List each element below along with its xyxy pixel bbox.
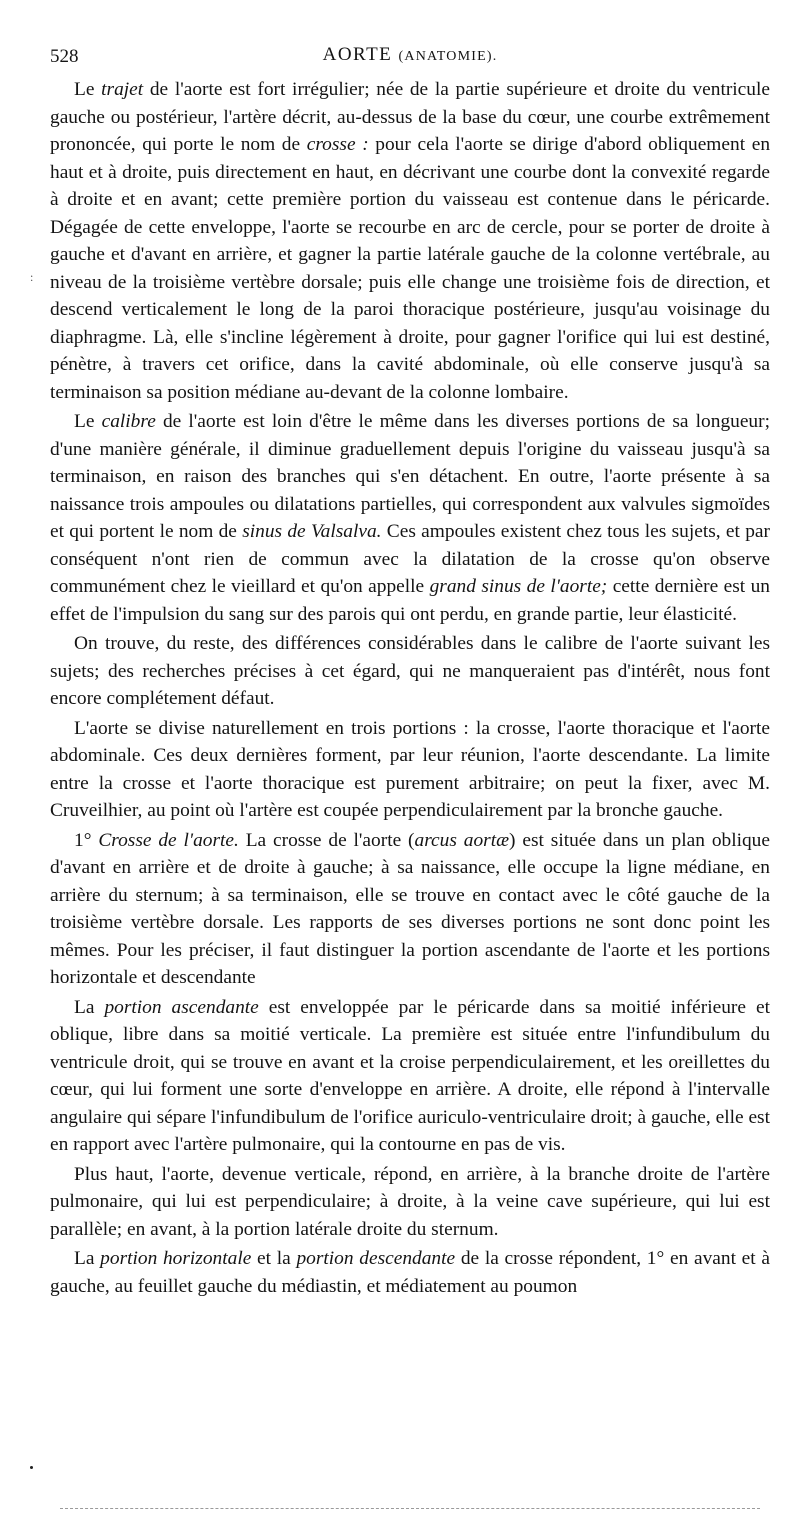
italic-run: Crosse de l'aorte. [98,829,239,851]
running-head-title: AORTE [322,44,393,65]
text-run: de l'aorte est loin d'être le même dans les diverses portions de sa longueur; d'une manière générale, il diminue graduellement depuis l'origine du vaisseau jusqu'à sa terminaison, en raison des branches qui s'en détachent. En outre, l'aorte présente à sa naissance trois ampoules ou dilatations partielles, qui correspondent aux valvules sigmoïdes et qui portent le nom de [50,411,770,542]
paragraph [50,1161,770,1244]
text-run: La [74,996,105,1018]
page-number: 528 [50,46,79,67]
text-run: On trouve, du reste, des différences considérables dans le calibre de l'aorte suivant les sujets; des recherches précises à cet égard, qui ne manqueraient pas d'intérêt, nous font encore complétement défaut. [50,633,770,709]
text-run: cette dernière est un effet de l'impulsion du sang sur des parois qui ont perdu, en grande partie, leur élasticité. [50,576,771,625]
bottom-print-rule [60,1508,760,1509]
paragraph [50,630,770,713]
text-run: Le [74,411,102,432]
paragraph [50,76,770,406]
text-run: Le [74,79,102,100]
italic-run: crosse : [306,134,369,155]
italic-run: portion ascendante [104,996,259,1018]
paragraph [50,408,770,628]
paragraph [50,715,770,825]
text-run: et la [251,1248,297,1269]
italic-run: portion descendante [296,1248,456,1269]
text-run: ) est située dans un plan oblique d'avant en arrière et de droite à gauche; à sa naissance, elle occupe la ligne médiane, en arrière du sternum; à sa terminaison, elle se trouve en contact avec le côté gauche de la troisième vertèbre dorsale. Les rapports de ses diverses portions ne sont donc point les mêmes. Pour les préciser, il faut distinguer la portion ascendante de l'aorte et les portions horizontale et descendante [50,829,770,988]
text-run: est enveloppée par le péricarde dans sa moitié inférieure et oblique, libre dans sa moitié verticale. La première est située entre l'infundibulum du ventricule droit, qui se trouve en avant et la croise perpendiculairement, et les oreillettes du cœur, qui lui forment une sorte d'enveloppe en arrière. A droite, elle répond à l'intervalle angulaire qui sépare l'infundibulum de l'orifice auriculo-ventriculaire droit; à gauche, elle est en rapport avec l'artère pulmonaire, qui la contourne en pas de vis. [50,996,770,1155]
italic-run: trajet [101,79,144,100]
text-run: 1° [74,829,99,851]
text-run: de l'aorte est fort irrégulier; née de la partie supérieure et droite du ventricule gauche ou postérieur, l'artère décrit, au-dessus de la base du cœur, une courbe extrêmement prononcée, qui porte le nom de [50,79,770,155]
margin-mark: : [30,270,34,284]
italic-run: portion horizontale [100,1248,252,1269]
italic-run: arcus aortæ [414,829,510,851]
running-head [50,44,770,66]
text-run: La [74,1248,101,1269]
article-body [50,76,770,1300]
print-speck [30,1466,33,1469]
italic-run: sinus de Valsalva. [242,521,382,542]
text-run: pour cela l'aorte se dirige d'abord obliquement en haut et à droite, puis directement en haut, en décrivant une courbe dont la convexité regarde à droite et en avant; cette première portion du vaisseau est contenue dans le péricarde. Dégagée de cette enveloppe, l'aorte se recourbe en arc de cercle, pour se porter de droite à gauche et d'avant en arrière, et gagner la partie latérale gauche de la colonne vertébrale, au niveau de la troisième vertèbre dorsale; puis elle change une troisième fois de direction, et descend verticalement le long de la paroi thoracique postérieure, jusqu'au voisinage du diaphragme. Là, elle s'incline légèrement à droite, pour gagner l'orifice qui lui est destiné, pénètre, à travers cet orifice, dans la cavité abdominale, où elle conserve jusqu'à sa terminaison sa position médiane au-devant de la colonne lombaire. [50,134,771,403]
italic-run: calibre [101,411,156,432]
text-run: L'aorte se divise naturellement en trois portions : la crosse, l'aorte thoracique et l'aorte abdominale. Ces deux dernières forment, par leur réunion, l'aorte descendante. La limite entre la crosse et l'aorte thoracique est purement arbitraire; on peut la fixer, avec M. Cruveilhier, au point où l'artère est coupée perpendiculairement par la bronche gauche. [50,717,770,821]
running-head-subtitle: (ANATOMIE). [398,49,498,64]
text-run: Plus haut, l'aorte, devenue verticale, répond, en arrière, à la branche droite de l'artère pulmonaire, qui lui est perpendiculaire; à droite, à la veine cave supérieure, qui lui est parallèle; en avant, à la portion latérale droite du sternum. [50,1163,770,1240]
text-run: Ces ampoules existent chez tous les sujets, et par conséquent n'ont rien de commun avec la dilatation de la crosse qu'on observe communément chez le vieillard et qu'on appelle [50,521,770,597]
paragraph [50,1245,770,1300]
italic-run: grand sinus de l'aorte; [429,576,608,597]
paragraph [50,827,770,992]
text-run: La crosse de l'aorte ( [238,829,415,851]
paragraph [50,994,770,1159]
page-header [50,38,770,74]
text-run: de la crosse répondent, 1° en avant et à gauche, au feuillet gauche du médiastin, et médiatement au poumon [50,1248,770,1297]
